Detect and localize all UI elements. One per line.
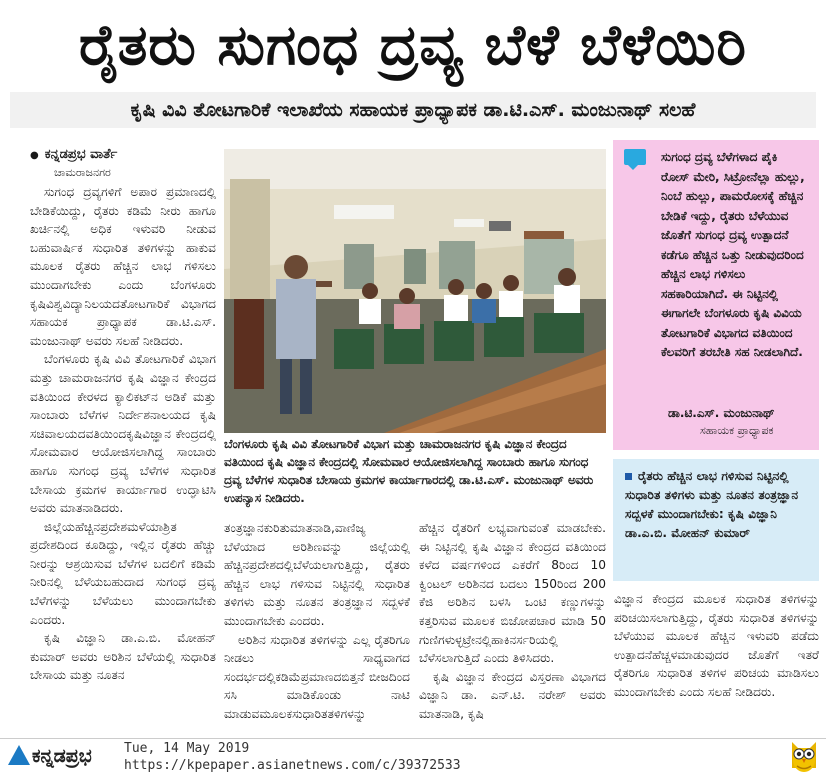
quote-text: ಸುಗಂಧ ದ್ರವ್ಯ ಬೆಳೆಗಳಾದ ಪೈಕಿ ರೋಸ್ ಮೇರಿ, ಸಿಟ್ರೋನೆಲ್ಲಾ ಹುಲ್ಲು, ನಿಂಬೆ ಹುಲ್ಲು, ಪಾಮರೋಸಕ್ಕೆ ಹೆಚ್ಚಿನ ಬೇಡಿಕೆ ಇದ್ದು, ರೈತರು ಬೆಳೆಯುವ ಜೊತೆಗೆ ಸುಗಂಧ ದ್ರವ್ಯ ಉತ್ಪಾದನೆ ಕಡೆಗೂ ಹೆಚ್ಚಿನ ಒತ್ತು ನೀಡುವುದರಿಂದ ಹೆಚ್ಚಿನ ಲಾಭ ಗಳಿಸಲು ಸಹಕಾರಿಯಾಗಿದೆ. ಈ ನಿಟ್ಟಿನಲ್ಲಿ ಈಗಾಗಲೇ ಬೆಂಗಳೂರು ಕೃಷಿ ವಿವಿಯ ತೋಟಗಾರಿಕೆ ವಿಭಾಗದ ವತಿಯಿಂದ ಕೆಲವರಿಗೆ ತರಬೇತಿ ಸಹ ನೀಡಲಾಗಿದೆ.	[661, 150, 805, 359]
article-column-1	[30, 183, 216, 685]
highlight-content	[625, 467, 811, 543]
paragraph: ಕೃಷಿ ವಿಜ್ಞಾನಿ ಡಾ.ಎ.ಬಿ. ಮೋಹನ್ ಕುಮಾರ್ ಅವರು ಅರಿಶಿನ ಬೆಳೆಯಲ್ಲಿ ಸುಧಾರಿತ ಬೇಸಾಯ ಮತ್ತು ನೂತನ	[30, 631, 216, 683]
byline-place: ಚಾಮರಾಜನಗರ	[54, 166, 111, 179]
bullet-icon: ●	[30, 150, 39, 161]
owl-icon-graphic	[788, 738, 820, 774]
byline-source: ಕನ್ನಡಪ್ರಭ ವಾರ್ತೆ	[44, 147, 118, 162]
byline-source-row	[30, 146, 215, 165]
square-bullet-icon	[625, 473, 632, 480]
highlight-box	[613, 459, 819, 581]
highlight-text: ರೈತರು ಹೆಚ್ಚಿನ ಲಾಭ ಗಳಿಸುವ ನಿಟ್ಟಿನಲ್ಲಿ ಸುಧಾರಿತ ತಳಿಗಳು ಮತ್ತು ನೂತನ ತಂತ್ರಜ್ಞಾನ ಸದ್ಬಳಕೆ ಮುಂದಾಗಬೇಕು: ಕೃಷಿ ವಿಜ್ಞಾನಿ ಡಾ.ಎ.ಬಿ. ಮೋಹನ್ ಕುಮಾರ್	[625, 469, 799, 540]
headline: ರೈತರು ಸುಗಂಧ ದ್ರವ್ಯ ಬೆಳೆ ಬೆಳೆಯಿರಿ	[79, 13, 747, 78]
issue-date: Tue, 14 May 2019	[124, 741, 250, 756]
paragraph: ವಿಜ್ಞಾನ ಕೇಂದ್ರದ ಮೂಲಕ ಸುಧಾರಿತ ತಳಿಗಳನ್ನು ಪರಿಚಯಿಸಲಾಗುತ್ತಿದ್ದು, ರೈತರು ಸುಧಾರಿತ ತಳಿಗಳನ್ನು ಬೆಳೆಯುವ ಮೂಲಕ ಹೆಚ್ಚಿನ ಇಳುವರಿ ಪಡೆದು ಉತ್ಪಾದನೆಹೆಚ್ಚಳಮಾಡುವುದರ ಜೊತೆಗೆ ಇತರೆ ರೈತರಿಗೂ ಸುಧಾರಿತ ತಳಿಗಳ ಪರಿಚಯ ಮಾಡಿಸಲು ಮುಂದಾಗಬೇಕು ಎಂದು ಸಲಹೆ ನೀಡಿದರು.	[614, 592, 819, 699]
paragraph: ಕೃಷಿ ವಿಜ್ಞಾನ ಕೇಂದ್ರದ ವಿಸ್ತರಣಾ ವಿಭಾಗದ ವಿಜ್ಞಾನಿ ಡಾ. ಎನ್.ಟಿ. ನರೇಶ್ ಅವರು ಮಾತನಾಡಿ, ಕೃಷಿ	[419, 669, 606, 721]
epaper-url[interactable]: https://kpepaper.asianetnews.com/c/39372533	[124, 758, 461, 773]
brand-logo[interactable]	[8, 742, 126, 772]
speech-bubble-icon	[624, 149, 646, 165]
logo-text: ಕನ್ನಡಪ್ರಭ	[32, 745, 92, 767]
photo-caption: ಬೆಂಗಳೂರು ಕೃಷಿ ವಿವಿ ತೋಟಗಾರಿಕೆ ವಿಭಾಗ ಮತ್ತು ಚಾಮರಾಜನಗರ ಕೃಷಿ ವಿಜ್ಞಾನ ಕೇಂದ್ರದ ವತಿಯಿಂದ ಕೃಷಿ ವಿಜ್ಞಾನ ಕೇಂದ್ರದಲ್ಲಿ ಸೋಮವಾರ ಆಯೋಜಿಸಲಾಗಿದ್ದ ಸಾಂಬಾರು ಹಾಗೂ ಸುಗಂಧ ದ್ರವ್ಯ ಬೆಳೆಗಳ ಸುಧಾರಿತ ಬೇಸಾಯ ಕ್ರಮಗಳ ಕಾರ್ಯಾಗಾರದಲ್ಲಿ ಡಾ.ಟಿ.ಎಸ್. ಮಂಜುನಾಥ್ ಅವರು ಉಪನ್ಯಾಸ ನೀಡಿದರು.	[224, 437, 594, 505]
paragraph: ತಂತ್ರಜ್ಞಾನಕುರಿತುಮಾತನಾಡಿ,ವಾಣಿಜ್ಯ ಬೆಳೆಯಾದ ಅರಿಶಿಣವನ್ನು ಜಿಲ್ಲೆಯಲ್ಲಿ ಹೆಚ್ಚಿನಪ್ರದೇಶದಲ್ಲಿಬೆಳೆಯಲಾಗುತ್ತಿದ್ದು, ರೈತರು ಹೆಚ್ಚಿನ ಲಾಭ ಗಳಿಸುವ ನಿಟ್ಟಿನಲ್ಲಿ ಸುಧಾರಿತ ತಳಿಗಳು ಮತ್ತು ನೂತನ ತಂತ್ರಜ್ಞಾನ ಸದ್ಬಳಕೆ ಮುಂದಾಗಬೇಕು ಎಂದರು.	[224, 521, 410, 628]
quote-author-role: ಸಹಾಯಕ ಪ್ರಾಧ್ಯಾಪಕ	[700, 424, 774, 437]
paragraph: ಬೆಂಗಳೂರು ಕೃಷಿ ವಿವಿ ತೋಟಗಾರಿಕೆ ವಿಭಾಗ ಮತ್ತು ಚಾಮರಾಜನಗರ ಕೃಷಿ ವಿಜ್ಞಾನ ಕೇಂದ್ರದ ವತಿಯಿಂದ ಕೇರಳದ ಕ್ಯಾಲಿಕಟ್‌ನ ಅಡಿಕೆ ಮತ್ತು ಸಾಂಬಾರು ಬೆಳೆಗಳ ನಿರ್ದೇಶನಾಲಯದ ಕೃಷಿ ಸಚಿವಾಲಯದವತಿಯಿಂದಕೃಷಿವಿಜ್ಞಾನ ಕೇಂದ್ರದಲ್ಲಿ ಸೋಮವಾರ ಆಯೋಜಿಸಲಾಗಿದ್ದ ಸಾಂಬಾರು ಹಾಗೂ ಸುಗಂಧ ದ್ರವ್ಯ ಬೆಳೆಗಳ ಸುಧಾರಿತ ಬೇಸಾಯ ಕ್ರಮಗಳ ಕಾರ್ಯಾಗಾರ ಉದ್ಘಾಟಿಸಿ ಅವರು ಮಾತನಾಡಿದರು.	[30, 352, 216, 516]
paragraph: ಹೆಚ್ಚಿನ ರೈತರಿಗೆ ಲಭ್ಯವಾಗುವಂತೆ ಮಾಡಬೇಕು. ಈ ನಿಟ್ಟಿನಲ್ಲಿ ಕೃಷಿ ವಿಜ್ಞಾನ ಕೇಂದ್ರದ ವತಿಯಿಂದ ಕಳೆದ ವರ್ಷಗಳಿಂದ ಎಕರೆಗೆ 8ರಿಂದ 10 ಕ್ವಿಂಟಲ್ ಅರಿಶಿನದ ಬದಲು 150ರಿಂದ 200 ಕೆಜಿ ಅರಿಶಿನ ಬಳಸಿ ಒಂಟಿ ಕಣ್ಣುಗಳನ್ನು ಕತ್ತರಿಸುವ ಮೂಲಕ ಬಿಜೋಪಚಾರ ಮಾಡಿ 50 ಗುಣಿಗಳುಳ್ಳಟ್ರೇನಲ್ಲಿಹಾಕಿನರ್ಸರಿಯಲ್ಲಿ ಬೆಳೆಸಲಾಗುತ್ತಿದೆ ಎಂದು ತಿಳಿಸಿದರು.	[419, 521, 606, 666]
paragraph: ಅರಿಶಿನ ಸುಧಾರಿತ ತಳಿಗಳನ್ನು ಎಲ್ಲ ರೈತರಿಗೂ ನೀಡಲು ಸಾಧ್ಯವಾಗದ ಸಂದರ್ಭದಲ್ಲಿಕಡಿಮೆಪ್ರಮಾಣದಬಿತ್ತನೆ ಬೀಜದಿಂದ ಸಸಿ ಮಾಡಿಕೊಂಡು ನಾಟಿ ಮಾಡುವಮೂಲಕಸುಧಾರಿತತಳಿಗಳನ್ನು	[224, 632, 410, 721]
logo-triangle-icon	[8, 745, 30, 765]
owl-mascot-icon[interactable]	[788, 738, 820, 774]
subheadline: ಕೃಷಿ ವಿವಿ ತೋಟಗಾರಿಕೆ ಇಲಾಖೆಯ ಸಹಾಯಕ ಪ್ರಾಧ್ಯಾಪಕ ಡಾ.ಟಿ.ಎಸ್. ಮಂಜುನಾಥ್ ಸಲಹೆ	[10, 92, 816, 128]
quote-author: ಡಾ.ಟಿ.ಎಸ್. ಮಂಜುನಾಥ್	[668, 406, 775, 420]
photo-illustration	[224, 149, 606, 433]
paragraph: ಜಿಲ್ಲೆಯಹೆಚ್ಚಿನಪ್ರದೇಶಮಳೆಯಾಶ್ರಿತ ಪ್ರದೇಶದಿಂದ ಕೂಡಿದ್ದು, ಇಲ್ಲಿನ ರೈತರು ಹೆಚ್ಚು ನೀರನ್ನು ಆಶ್ರಯಿಸುವ ಬೆಳೆಗಳ ಬದಲಿಗೆ ಕಡಿಮೆ ನೀರಿನಲ್ಲಿ ಬೆಳೆಯಬಹುದಾದ ಸುಗಂಧ ದ್ರವ್ಯ ಬೆಳೆಗಳನ್ನು ಬೆಳೆಯಲು ಮುಂದಾಗಬೇಕು ಎಂದರು.	[30, 519, 216, 627]
article-column-2	[224, 519, 410, 724]
article-column-4	[614, 590, 819, 702]
event-photo	[224, 149, 606, 433]
footer-divider	[0, 738, 826, 739]
paragraph: ಸುಗಂಧ ದ್ರವ್ಯಗಳಿಗೆ ಅಪಾರ ಪ್ರಮಾಣದಲ್ಲಿ ಬೇಡಿಕೆಯಿದ್ದು, ರೈತರು ಕಡಿಮೆ ನೀರು ಹಾಗೂ ಖರ್ಚಿನಲ್ಲಿ ಅಧಿಕ ಇಳುವರಿ ನೀಡುವ ಬಹುವಾರ್ಷಿಕ ಸುಧಾರಿತ ತಳಿಗಳನ್ನು ಹಾಕುವ ಮೂಲಕ ರೈತರು ಹೆಚ್ಚಿನ ಲಾಭ ಗಳಿಸಲು ಮುಂದಾಗಬೇಕು ಎಂದು ಬೆಂಗಳೂರು ಕೃಷಿವಿಶ್ವವಿದ್ಯಾನಿಲಯದತೋಟಗಾರಿಕೆ ವಿಭಾಗದ ಸಹಾಯಕ ಪ್ರಾಧ್ಯಾಪಕ ಡಾ.ಟಿ.ಎಸ್. ಮಂಜುನಾಥ್ ಅವರು ಸಲಹೆ ನೀಡಿದರು.	[30, 185, 216, 348]
article-column-3	[419, 519, 606, 724]
byline	[30, 146, 215, 181]
